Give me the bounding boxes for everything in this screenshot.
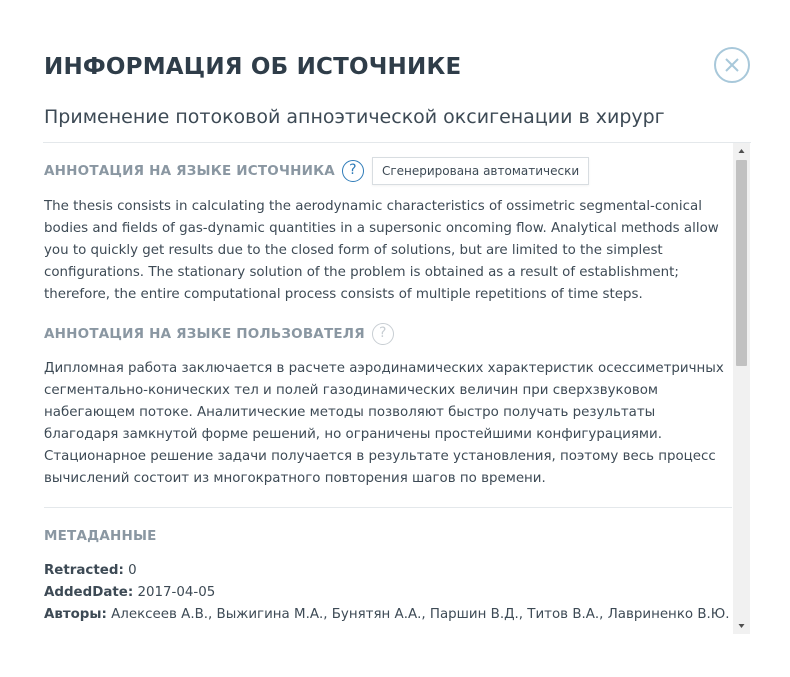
metadata-value: 2017-04-05 bbox=[137, 585, 216, 600]
section-divider bbox=[44, 507, 732, 508]
modal-title: ИНФОРМАЦИЯ ОБ ИСТОЧНИКЕ bbox=[44, 54, 462, 80]
close-button[interactable] bbox=[714, 47, 750, 83]
metadata-row-authors bbox=[44, 604, 732, 626]
close-icon bbox=[725, 58, 739, 72]
vertical-scrollbar[interactable] bbox=[733, 143, 750, 634]
metadata-row-added-date bbox=[44, 582, 732, 604]
user-annotation-heading-text: АННОТАЦИЯ НА ЯЗЫКЕ ПОЛЬЗОВАТЕЛЯ bbox=[44, 326, 365, 342]
scroll-content-area[interactable] bbox=[43, 142, 751, 634]
scrollbar-thumb[interactable] bbox=[736, 160, 747, 366]
user-annotation-heading bbox=[44, 323, 394, 345]
arrow-up-icon bbox=[733, 143, 750, 159]
user-annotation-text: Дипломная работа заключается в расчете аэродинамических характеристик осессиметричных сегментально-конических тел и полей газодинамических величин при сверхзвуковом набегающем потоке. Аналитические методы позволяют быстро получать результаты благодаря замкнутой форме решений, но ограничены простейшими конфигурациями. Стационарное решение задачи получается в результате установления, поэтому весь процесс вычислений состоит из многократного повторения шагов по времени. bbox=[44, 361, 724, 486]
source-annotation-text: The thesis consists in calculating the aerodynamic characteristics of ossimetric segmental-conical bodies and fields of gas-dynamic quantities in a supersonic oncoming flow. Analytical methods allow you to quickly get results due to the closed form of solutions, but are limited to the simplest configurations. The stationary solution of the problem is obtained as a result of establishment; therefore, the entire computational process consists of multiple repetitions of time steps. bbox=[44, 199, 719, 302]
metadata-key: Авторы: bbox=[44, 607, 107, 622]
metadata-key: Retracted: bbox=[44, 563, 124, 578]
metadata-key: AddedDate: bbox=[44, 585, 134, 600]
help-icon[interactable]: ? bbox=[372, 323, 394, 345]
metadata-value: Алексеев А.В., Выжигина М.А., Бунятян А.А., Паршин В.Д., Титов В.А., Лавриненко В.Ю. bbox=[111, 607, 730, 622]
help-icon[interactable]: ? bbox=[342, 160, 364, 182]
source-annotation-heading bbox=[44, 157, 589, 185]
scroll-up-button[interactable] bbox=[733, 143, 750, 159]
metadata-heading-text: МЕТАДАННЫЕ bbox=[44, 528, 157, 544]
metadata-value: 0 bbox=[128, 563, 137, 578]
metadata-list bbox=[44, 560, 732, 626]
scroll-down-button[interactable] bbox=[733, 618, 750, 634]
metadata-heading bbox=[44, 528, 157, 544]
source-annotation-heading-text: АННОТАЦИЯ НА ЯЗЫКЕ ИСТОЧНИКА bbox=[44, 163, 335, 179]
arrow-down-icon bbox=[733, 618, 750, 634]
auto-generated-tooltip: Сгенерирована автоматически bbox=[372, 157, 589, 185]
metadata-row-retracted bbox=[44, 560, 732, 582]
source-title: Применение потоковой апноэтической оксигенации в хирург bbox=[44, 106, 665, 128]
